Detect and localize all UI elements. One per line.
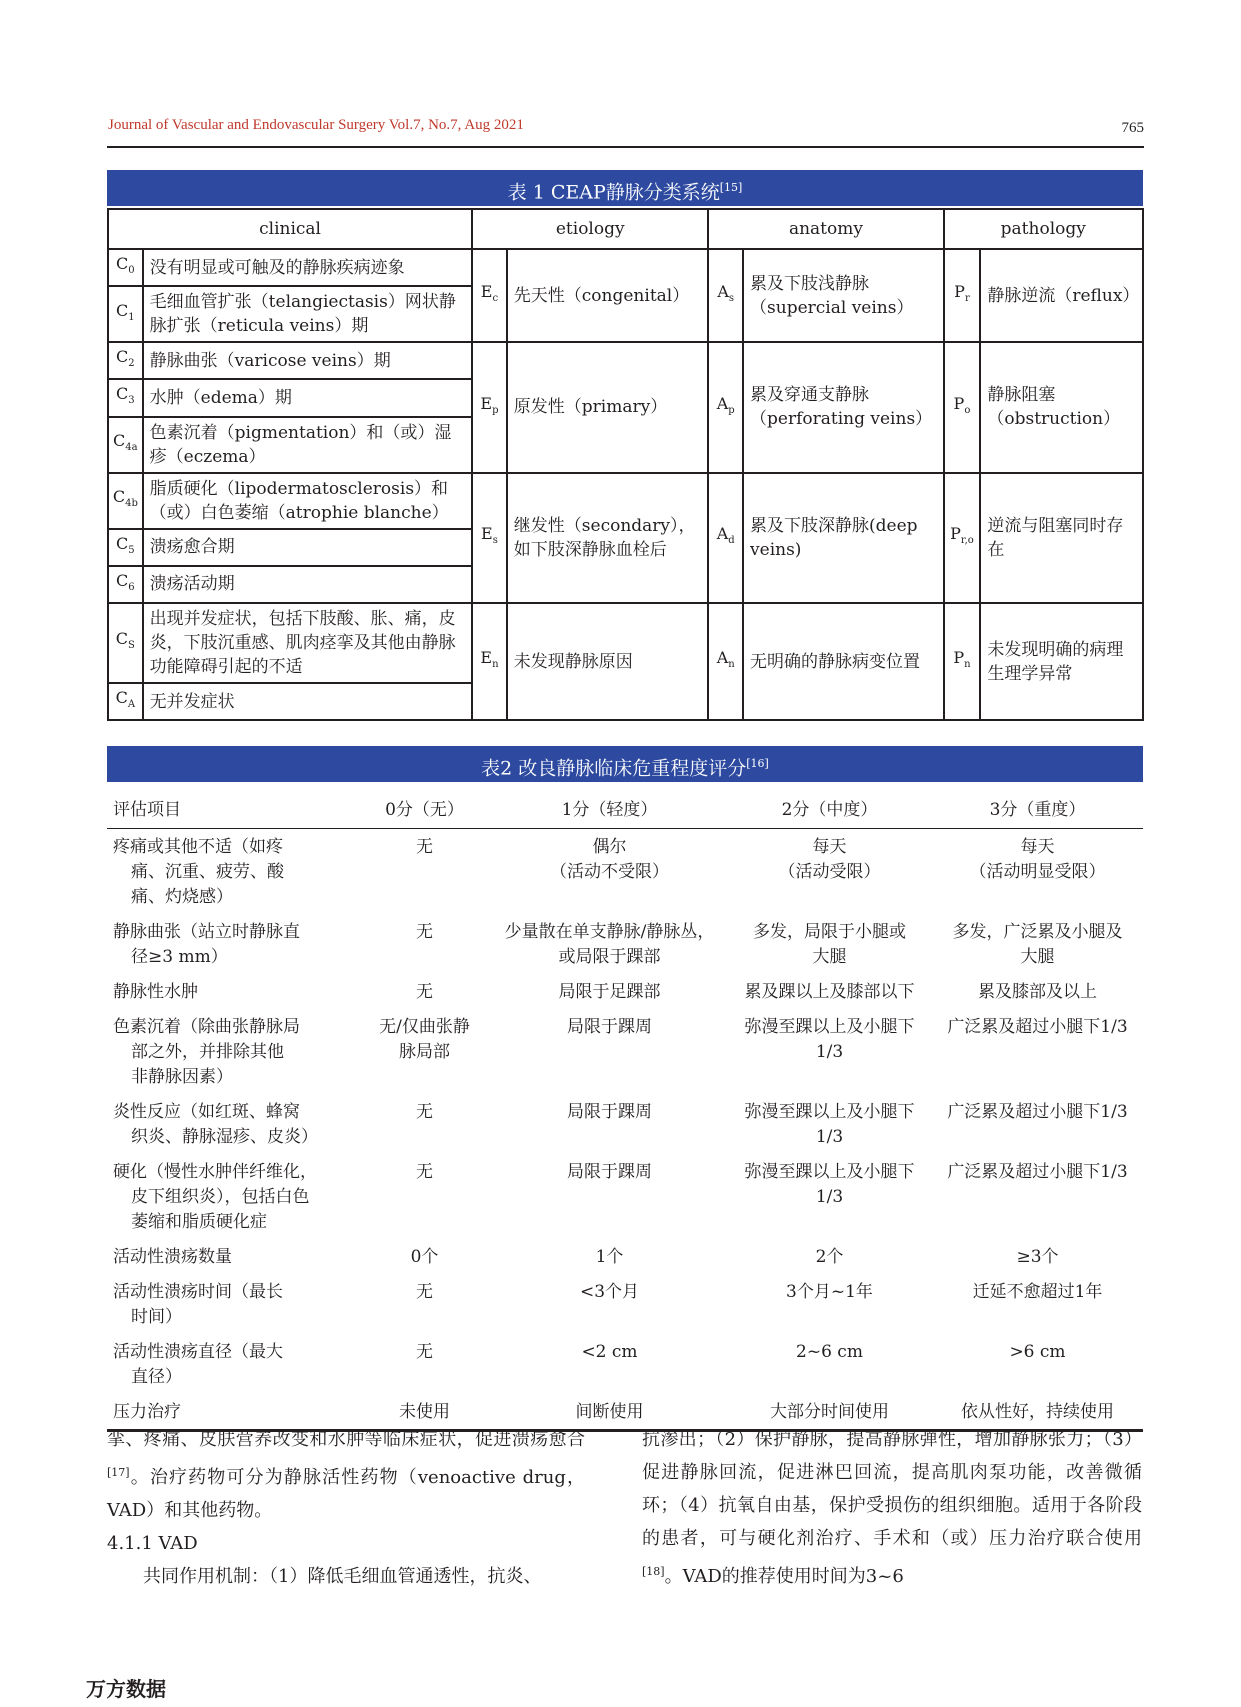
t2-header-score2: 2分（中度）: [727, 786, 932, 829]
score-cell-s0: [357, 1094, 492, 1154]
table-row: [108, 342, 1143, 379]
body-left-p1: [107, 1423, 585, 1527]
cell-line: 依从性好，持续使用: [961, 1402, 1114, 1422]
table-row: [107, 1334, 1143, 1394]
body-left-p2: 共同作用机制：（1）降低毛细血管通透性，抗炎、: [143, 1566, 542, 1587]
score-cell-s2: [727, 829, 932, 915]
score-cell-s3: [932, 974, 1143, 1009]
etiology-text: 原发性（primary）: [507, 342, 709, 472]
table-row: [107, 1154, 1143, 1239]
cell-line: ≥3个: [1016, 1247, 1059, 1267]
clinical-code-letter: C: [116, 533, 129, 553]
clinical-code-subscript: 4a: [125, 442, 138, 454]
clinical-text: 色素沉着（pigmentation）和（或）湿疹（eczema）: [143, 417, 472, 473]
clinical-code-letter: C: [113, 430, 126, 450]
cell-line: 无: [416, 1102, 433, 1122]
table2-title-text: 表2 改良静脉临床危重程度评分: [481, 757, 747, 780]
clinical-code-letter: C: [116, 254, 129, 273]
pathology-code: [944, 603, 981, 720]
anatomy-code: [708, 473, 743, 603]
table2-title: [107, 746, 1143, 782]
table-row: [107, 1094, 1143, 1154]
table-row: [107, 1274, 1143, 1334]
cell-line: 累及膝部及以上: [978, 982, 1097, 1002]
cell-line: 0个: [410, 1247, 439, 1267]
cell-line: 活动性溃疡时间（最长: [113, 1282, 283, 1302]
table-row: [107, 1239, 1143, 1274]
etiology-code-subscript: n: [492, 659, 499, 671]
wanfang-logo: 万方数据: [86, 1677, 166, 1701]
etiology-text: 先天性（congenital）: [507, 249, 709, 342]
table1-title: [107, 170, 1143, 206]
cell-line: 或局限于踝部: [558, 947, 661, 967]
score-cell-s0: [357, 974, 492, 1009]
pathology-code: [944, 342, 981, 472]
clinical-text: 溃疡活动期: [143, 566, 472, 603]
score-cell-s1: [492, 1009, 727, 1094]
clinical-code: [108, 286, 143, 342]
clinical-text: 静脉曲张（varicose veins）期: [143, 342, 472, 379]
anatomy-code-subscript: n: [728, 659, 735, 671]
cell-line: 3个月~1年: [786, 1282, 873, 1302]
score-cell-s3: [932, 1239, 1143, 1274]
clinical-text: 脂质硬化（lipodermatosclerosis）和（或）白色萎缩（atrophie blanche）: [143, 473, 472, 529]
cell-line: 弥漫至踝以上及小腿下: [744, 1017, 915, 1037]
clinical-code: [108, 529, 143, 566]
score-cell-s2: [727, 1239, 932, 1274]
score-cell-s1: [492, 1154, 727, 1239]
clinical-text: 出现并发症状，包括下肢酸、胀、痛，皮炎，下肢沉重感、肌肉痉挛及其他由静脉功能障碍引起的不适: [143, 603, 472, 683]
clinical-text: 无并发症状: [143, 683, 472, 720]
clinical-code-subscript: 6: [128, 581, 135, 593]
etiology-code: [472, 342, 507, 472]
vcss-table: [107, 786, 1143, 1432]
cell-line: 色素沉着（除曲张静脉局: [113, 1017, 300, 1037]
table2-ref: [16]: [746, 757, 769, 770]
page-number: 765: [1121, 120, 1144, 136]
assessment-item: [107, 1274, 357, 1334]
clinical-text: 没有明显或可触及的静脉疾病迹象: [143, 249, 472, 286]
cell-line: （活动不受限）: [550, 862, 669, 882]
cell-line: 压力治疗: [113, 1402, 181, 1422]
pathology-text: 静脉阻塞（obstruction）: [980, 342, 1143, 472]
assessment-item: [107, 1009, 357, 1094]
cell-line: 痛、灼烧感）: [131, 887, 233, 907]
etiology-code-letter: E: [480, 282, 493, 301]
anatomy-text: 累及下肢深静脉(deep veins): [743, 473, 944, 603]
cell-line: 1/3: [815, 1042, 844, 1062]
header-clinical: clinical: [108, 209, 472, 249]
body-right-text-a: 抗渗出；（2）保护静脉，提高静脉弹性，增加静脉张力；（3）促进静脉回流，促进淋巴回流，提高肌肉泵功能，改善微循环；（4）抗氧自由基，保护受损伤的组织细胞。适用于各阶段的患者，可与硬化剂治疗、手术和（或）压力治疗联合使用: [642, 1429, 1142, 1549]
cell-line: 多发，广泛累及小腿及: [952, 922, 1123, 942]
cell-line: 广泛累及超过小腿下1/3: [947, 1017, 1128, 1037]
pathology-code-subscript: r,o: [960, 535, 974, 547]
clinical-code-letter: C: [116, 300, 129, 320]
cell-line: 无: [416, 1342, 433, 1362]
pathology-code-letter: P: [950, 524, 961, 544]
assessment-item: [107, 829, 357, 915]
clinical-text: 水肿（edema）期: [143, 379, 472, 416]
cell-line: （活动受限）: [778, 862, 881, 882]
cell-line: 无: [416, 1162, 433, 1182]
table-row: [108, 603, 1143, 683]
cell-line: 径≥3 mm）: [131, 947, 228, 967]
score-cell-s3: [932, 914, 1143, 974]
cell-line: 静脉曲张（站立时静脉直: [113, 922, 300, 942]
t2-header-item: 评估项目: [107, 786, 357, 829]
anatomy-code-subscript: d: [728, 535, 735, 547]
cell-line: 迁延不愈超过1年: [972, 1282, 1103, 1302]
header-etiology: etiology: [472, 209, 708, 249]
clinical-code-letter: C: [115, 687, 128, 707]
score-cell-s2: [727, 974, 932, 1009]
clinical-code-subscript: 4b: [125, 498, 138, 510]
clinical-code-letter: C: [116, 384, 129, 404]
score-cell-s2: [727, 1009, 932, 1094]
cell-line: 累及踝以上及膝部以下: [744, 982, 915, 1002]
journal-header: Journal of Vascular and Endovascular Surgery Vol.7, No.7, Aug 2021: [108, 117, 524, 133]
assessment-item: [107, 1154, 357, 1239]
clinical-text: 毛细血管扩张（telangiectasis）网状静脉扩张（reticula veins）期: [143, 286, 472, 342]
etiology-code-letter: E: [480, 393, 493, 413]
score-cell-s3: [932, 1274, 1143, 1334]
assessment-item: [107, 1334, 357, 1394]
cell-line: 每天: [812, 837, 847, 857]
clinical-code-subscript: 2: [128, 358, 135, 370]
cell-line: 无: [416, 1282, 433, 1302]
cell-line: 脉局部: [399, 1042, 450, 1062]
etiology-code: [472, 249, 507, 342]
score-cell-s2: [727, 1334, 932, 1394]
clinical-code: [108, 473, 143, 529]
cell-line: 炎性反应（如红斑、蜂窝: [113, 1102, 300, 1122]
cell-line: 偶尔: [592, 837, 627, 857]
cell-line: 萎缩和脂质硬化症: [131, 1212, 267, 1232]
etiology-code-letter: E: [481, 524, 493, 544]
clinical-code: [108, 566, 143, 603]
score-cell-s0: [357, 914, 492, 974]
score-cell-s2: [727, 1274, 932, 1334]
body-left-text-a: 挛、疼痛、皮肤营养改变和水肿等临床症状，促进溃疡愈合: [107, 1429, 585, 1450]
etiology-text: 继发性（secondary），如下肢深静脉血栓后: [507, 473, 709, 603]
score-cell-s3: [932, 1334, 1143, 1394]
clinical-text: 溃疡愈合期: [143, 529, 472, 566]
cell-line: 每天: [1020, 837, 1055, 857]
cell-line: 局限于踝周: [567, 1017, 652, 1037]
pathology-code: [944, 473, 981, 603]
score-cell-s0: [357, 1334, 492, 1394]
clinical-code-subscript: 5: [128, 544, 135, 556]
cell-line: 皮下组织炎），包括白色: [131, 1187, 310, 1207]
score-cell-s0: [357, 829, 492, 915]
t2-header-score1: 1分（轻度）: [492, 786, 727, 829]
anatomy-code-letter: A: [716, 647, 729, 667]
cell-line: <3个月: [579, 1282, 640, 1302]
section-heading: 4.1.1 VAD: [107, 1533, 198, 1554]
cell-line: 1/3: [815, 1127, 844, 1147]
table-row: [107, 974, 1143, 1009]
clinical-code-subscript: 0: [128, 265, 135, 277]
clinical-code-subscript: A: [127, 699, 136, 711]
table-row: [107, 914, 1143, 974]
clinical-code: [108, 342, 143, 379]
cell-line: 局限于踝周: [567, 1162, 652, 1182]
cell-line: 织炎、静脉湿疹、皮炎）: [131, 1127, 318, 1147]
clinical-code-subscript: 3: [128, 395, 135, 407]
anatomy-code-subscript: p: [728, 404, 735, 416]
body-left-text-b: 。治疗药物可分为静脉活性药物（venoactive drug，VAD）和其他药物。: [107, 1467, 585, 1521]
assessment-item: [107, 914, 357, 974]
clinical-code-letter: C: [116, 347, 129, 367]
score-cell-s1: [492, 1334, 727, 1394]
table-row: [108, 473, 1143, 529]
pathology-code-letter: P: [953, 393, 965, 413]
table1-title-text: 表 1 CEAP静脉分类系统: [507, 181, 720, 204]
cell-line: 大腿: [1020, 947, 1055, 967]
score-cell-s2: [727, 1094, 932, 1154]
body-left-ref: [17]: [107, 1466, 130, 1479]
table-row: [107, 829, 1143, 915]
etiology-code: [472, 473, 507, 603]
cell-line: 无/仅曲张静: [379, 1017, 470, 1037]
header-pathology: pathology: [944, 209, 1143, 249]
anatomy-code: [708, 342, 743, 472]
cell-line: 无: [416, 837, 433, 857]
cell-line: 局限于足踝部: [558, 982, 661, 1002]
assessment-item: [107, 1094, 357, 1154]
clinical-code: [108, 379, 143, 416]
t2-header-score3: 3分（重度）: [932, 786, 1143, 829]
score-cell-s0: [357, 1274, 492, 1334]
body-right-text-b: 。VAD的推荐使用时间为3~6: [664, 1566, 904, 1587]
assessment-item: [107, 1239, 357, 1274]
cell-line: 静脉性水肿: [113, 982, 198, 1002]
clinical-code-letter: C: [116, 570, 129, 590]
clinical-code-letter: C: [115, 629, 129, 649]
etiology-code-subscript: s: [492, 535, 498, 547]
cell-line: 弥漫至踝以上及小腿下: [744, 1162, 915, 1182]
table1-ref: [15]: [719, 181, 743, 194]
cell-line: 弥漫至踝以上及小腿下: [744, 1102, 915, 1122]
etiology-code: [472, 603, 507, 720]
cell-line: 疼痛或其他不适（如疼: [113, 837, 283, 857]
body-right-ref: [18]: [642, 1565, 665, 1578]
header-rule: [107, 146, 1144, 148]
clinical-code: [108, 603, 143, 683]
cell-line: 大腿: [812, 947, 847, 967]
score-cell-s3: [932, 1009, 1143, 1094]
cell-line: 间断使用: [575, 1402, 644, 1422]
cell-line: （活动明显受限）: [969, 862, 1106, 882]
cell-line: >6 cm: [1009, 1342, 1066, 1362]
cell-line: 非静脉因素）: [131, 1067, 233, 1087]
body-left-column: [107, 1423, 585, 1593]
clinical-code-letter: C: [112, 486, 126, 506]
pathology-text: 逆流与阻塞同时存在: [980, 473, 1143, 603]
pathology-code-subscript: n: [964, 659, 971, 671]
table-row: [107, 1009, 1143, 1094]
clinical-code-subscript: 1: [128, 311, 135, 323]
table-row: [108, 249, 1143, 286]
cell-line: 时间）: [131, 1307, 182, 1327]
cell-line: 部之外，并排除其他: [131, 1042, 284, 1062]
score-cell-s1: [492, 829, 727, 915]
etiology-code-subscript: c: [492, 293, 499, 305]
score-cell-s1: [492, 1274, 727, 1334]
anatomy-code: [708, 249, 743, 342]
anatomy-text: 累及穿通支静脉（perforating veins）: [743, 342, 944, 472]
cell-line: 局限于踝周: [567, 1102, 652, 1122]
score-cell-s1: [492, 1239, 727, 1274]
clinical-code: [108, 249, 143, 286]
cell-line: 痛、沉重、疲劳、酸: [131, 862, 284, 882]
anatomy-code-subscript: s: [728, 293, 735, 305]
etiology-text: 未发现静脉原因: [507, 603, 709, 720]
clinical-code: [108, 417, 143, 473]
score-cell-s3: [932, 829, 1143, 915]
cell-line: 直径）: [131, 1367, 182, 1387]
score-cell-s3: [932, 1154, 1143, 1239]
anatomy-code-letter: A: [716, 393, 729, 413]
t2-header-score0: 0分（无）: [357, 786, 492, 829]
score-cell-s2: [727, 1154, 932, 1239]
cell-line: 大部分时间使用: [770, 1402, 889, 1422]
cell-line: 多发，局限于小腿或: [753, 922, 906, 942]
clinical-code: [108, 683, 143, 720]
cell-line: 广泛累及超过小腿下1/3: [947, 1102, 1128, 1122]
cell-line: 少量散在单支静脉/静脉丛，: [504, 922, 715, 942]
assessment-item: [107, 974, 357, 1009]
pathology-code-subscript: r: [964, 293, 970, 305]
score-cell-s1: [492, 914, 727, 974]
anatomy-code: [708, 603, 743, 720]
cell-line: <2 cm: [581, 1342, 638, 1362]
score-cell-s0: [357, 1239, 492, 1274]
cell-line: 未使用: [399, 1402, 450, 1422]
pathology-text: 未发现明确的病理生理学异常: [980, 603, 1143, 720]
body-right-p1: [642, 1423, 1142, 1593]
body-right-column: [642, 1423, 1142, 1593]
anatomy-code-letter: A: [716, 524, 729, 544]
cell-line: 硬化（慢性水肿伴纤维化，: [113, 1162, 317, 1182]
ceap-table: [107, 208, 1144, 721]
pathology-code-letter: P: [954, 282, 965, 301]
cell-line: 无: [416, 922, 433, 942]
pathology-text: 静脉逆流（reflux）: [980, 249, 1143, 342]
cell-line: 2个: [815, 1247, 844, 1267]
cell-line: 活动性溃疡数量: [113, 1247, 232, 1267]
score-cell-s1: [492, 974, 727, 1009]
anatomy-text: 累及下肢浅静脉（supercial veins）: [743, 249, 944, 342]
cell-line: 2~6 cm: [796, 1342, 863, 1362]
score-cell-s3: [932, 1094, 1143, 1154]
pathology-code: [944, 249, 981, 342]
header-anatomy: anatomy: [708, 209, 943, 249]
score-cell-s1: [492, 1094, 727, 1154]
etiology-code-subscript: p: [492, 404, 499, 416]
clinical-code-subscript: S: [128, 640, 135, 652]
cell-line: 1个: [595, 1247, 624, 1267]
cell-line: 无: [416, 982, 433, 1002]
cell-line: 广泛累及超过小腿下1/3: [947, 1162, 1128, 1182]
score-cell-s2: [727, 914, 932, 974]
cell-line: 活动性溃疡直径（最大: [113, 1342, 283, 1362]
score-cell-s0: [357, 1154, 492, 1239]
etiology-code-letter: E: [480, 647, 493, 667]
pathology-code-subscript: o: [964, 404, 971, 416]
cell-line: 1/3: [815, 1187, 844, 1207]
anatomy-code-letter: A: [717, 282, 729, 301]
pathology-code-letter: P: [953, 647, 965, 667]
anatomy-text: 无明确的静脉病变位置: [743, 603, 944, 720]
score-cell-s0: [357, 1009, 492, 1094]
